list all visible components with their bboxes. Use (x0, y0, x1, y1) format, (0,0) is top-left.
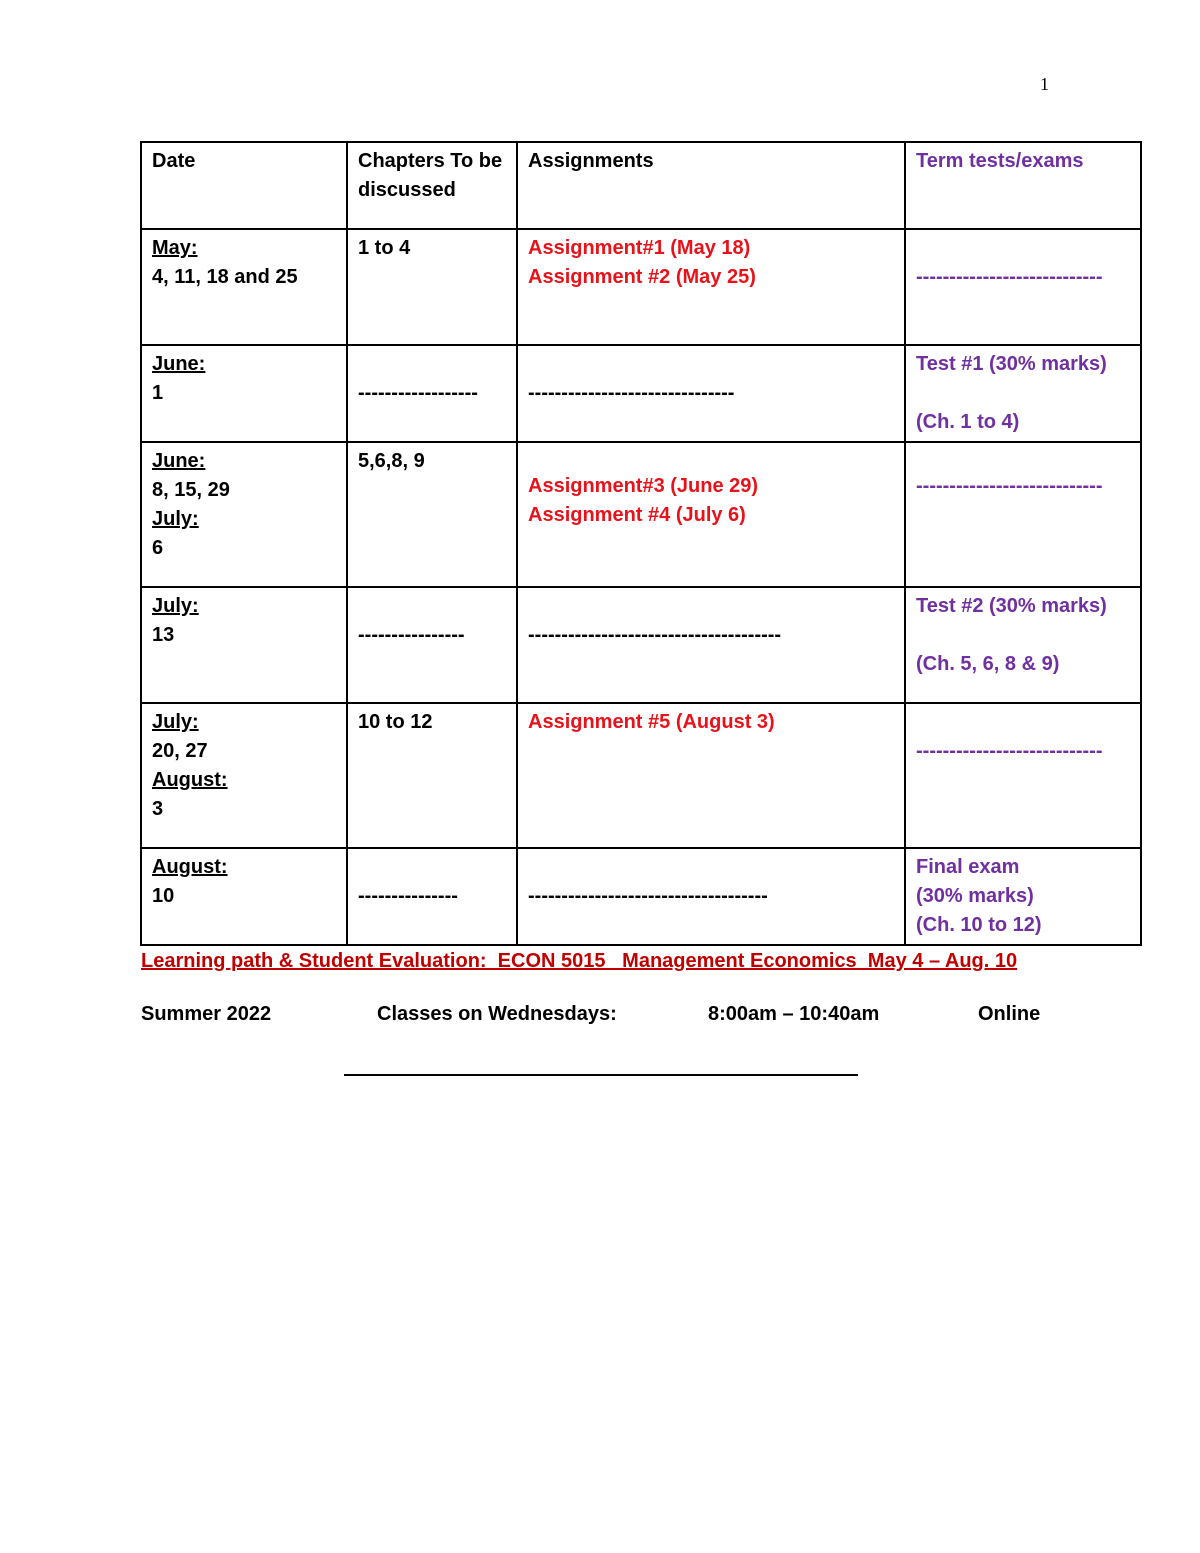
delivery-mode-label: Online (978, 1003, 1046, 1025)
tests-cell (905, 587, 1141, 703)
days-label: 4, 11, 18 and 25 (152, 266, 298, 288)
course-info-line (141, 1003, 1046, 1026)
placeholder-dashes: --------------- (358, 885, 458, 907)
placeholder-dashes: ---------------------------- (916, 475, 1103, 497)
assignment-item: Assignment#1 (May 18) (528, 237, 751, 259)
header-date: Date (141, 142, 347, 229)
test-label: Test #1 (30% marks) (916, 353, 1107, 375)
table-row (141, 587, 1141, 703)
placeholder-dashes: ------------------ (358, 382, 478, 404)
test-marks: (30% marks) (916, 885, 1034, 907)
assignment-item: Assignment #2 (May 25) (528, 266, 756, 288)
test-chapters: (Ch. 1 to 4) (916, 411, 1020, 433)
chapters-cell: 1 to 4 (347, 229, 517, 345)
month-label: July: (152, 595, 199, 617)
month-label: July: (152, 508, 199, 530)
assignment-item: Assignment#3 (June 29) (528, 475, 759, 497)
assignments-cell (517, 229, 905, 345)
tests-cell (905, 345, 1141, 442)
table-row (141, 442, 1141, 587)
assignment-item: Assignment #4 (July 6) (528, 504, 746, 526)
assignments-cell (517, 587, 905, 703)
assignments-cell (517, 703, 905, 848)
days-label: 1 (152, 382, 164, 404)
assignments-cell (517, 442, 905, 587)
assignment-item: Assignment #5 (August 3) (528, 711, 775, 733)
tests-cell (905, 703, 1141, 848)
tests-cell (905, 229, 1141, 345)
date-cell (141, 703, 347, 848)
month-label: August: (152, 856, 228, 878)
page-number: 1 (1040, 74, 1049, 94)
days-label: 20, 27 (152, 740, 208, 762)
month-label: July: (152, 711, 199, 733)
days-label: 13 (152, 624, 175, 646)
date-cell (141, 848, 347, 945)
header-tests: Term tests/exams (905, 142, 1141, 229)
class-time-label: 8:00am – 10:40am (708, 1003, 880, 1025)
month-label: August: (152, 769, 228, 791)
schedule-table (140, 141, 1142, 946)
placeholder-dashes: ---------------- (358, 624, 465, 646)
placeholder-dashes: -------------------------------------- (528, 624, 782, 646)
chapters-cell: 5,6,8, 9 (347, 442, 517, 587)
chapters-cell (347, 587, 517, 703)
header-chapters: Chapters To be discussed (347, 142, 517, 229)
month-label: May: (152, 237, 198, 259)
test-chapters: (Ch. 5, 6, 8 & 9) (916, 653, 1060, 675)
tests-cell (905, 848, 1141, 945)
table-row (141, 848, 1141, 945)
table-row (141, 703, 1141, 848)
separator-line (344, 1074, 858, 1076)
month-label: June: (152, 353, 206, 375)
assignments-cell (517, 345, 905, 442)
test-chapters: (Ch. 10 to 12) (916, 914, 1042, 936)
table-header-row (141, 142, 1141, 229)
chapters-cell: 10 to 12 (347, 703, 517, 848)
table-row (141, 229, 1141, 345)
placeholder-dashes: ---------------------------- (916, 740, 1103, 762)
test-label: Final exam (916, 856, 1020, 878)
days-label: 10 (152, 885, 175, 907)
days-label: 6 (152, 537, 164, 559)
month-label: June: (152, 450, 206, 472)
chapters-cell (347, 345, 517, 442)
table-row (141, 345, 1141, 442)
placeholder-dashes: ------------------------------- (528, 382, 735, 404)
chapters-cell (347, 848, 517, 945)
course-title: Learning path & Student Evaluation: ECON 5015 Management Economics May 4 – Aug. 10 (141, 950, 1018, 972)
date-cell (141, 442, 347, 587)
days-label: 8, 15, 29 (152, 479, 230, 501)
header-assignments: Assignments (517, 142, 905, 229)
class-days-label: Classes on Wednesdays: (377, 1003, 617, 1025)
days-label: 3 (152, 798, 164, 820)
term-label: Summer 2022 (141, 1003, 272, 1025)
assignments-cell (517, 848, 905, 945)
placeholder-dashes: ------------------------------------ (528, 885, 768, 907)
test-label: Test #2 (30% marks) (916, 595, 1107, 617)
placeholder-dashes: ---------------------------- (916, 266, 1103, 288)
date-cell (141, 345, 347, 442)
date-cell (141, 587, 347, 703)
date-cell (141, 229, 347, 345)
tests-cell (905, 442, 1141, 587)
